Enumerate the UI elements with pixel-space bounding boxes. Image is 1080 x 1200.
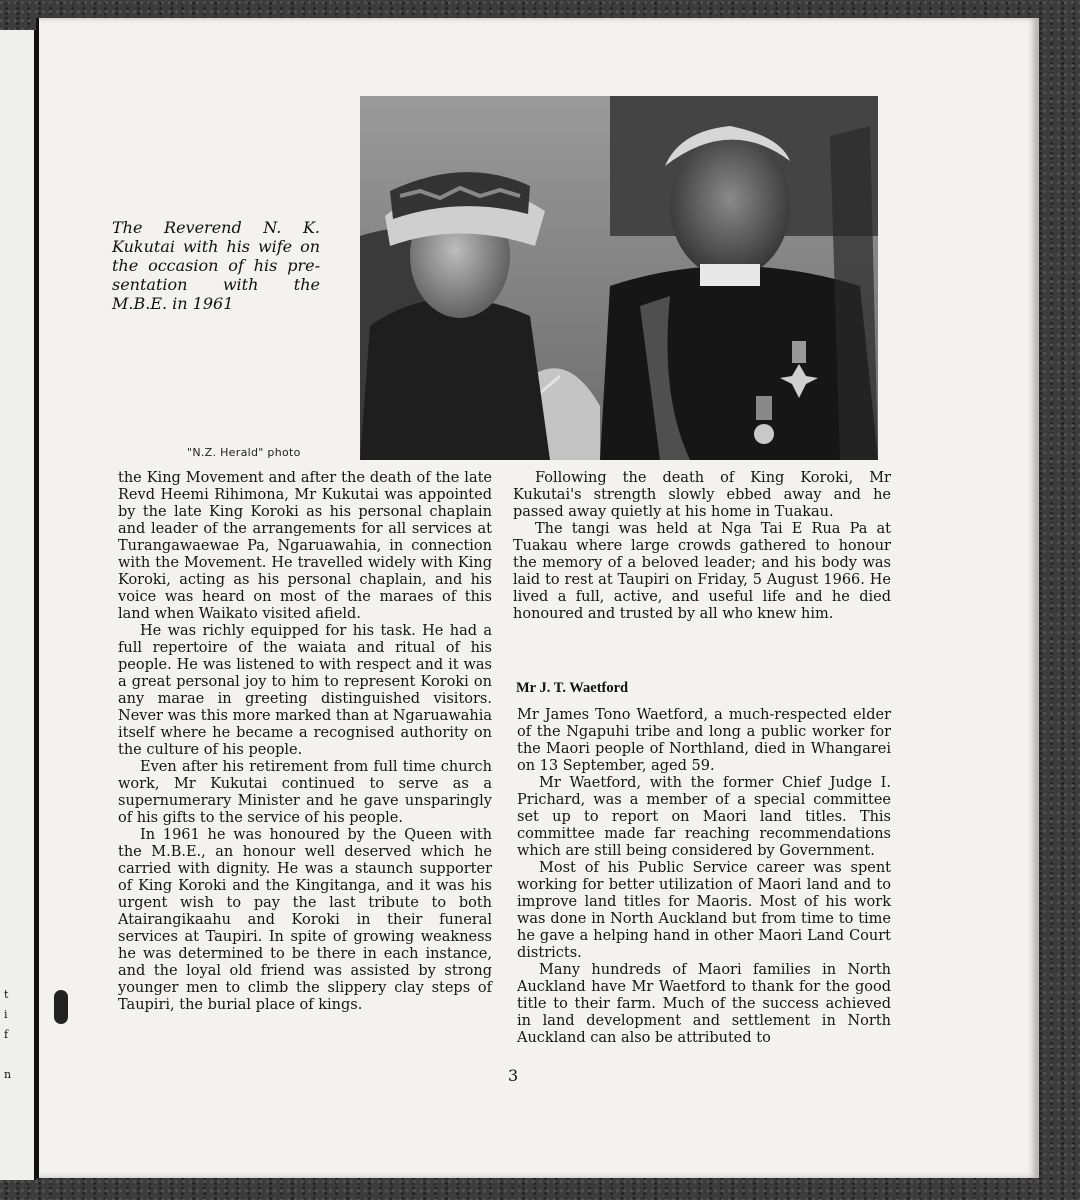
photo-image [360, 96, 878, 460]
paragraph: Following the death of King Koroki, Mr Kukutai's strength slowly ebbed away and he passed away quietly at his home in Tuakau. [513, 470, 891, 520]
margin-mark: n [4, 1068, 12, 1081]
paragraph: Mr Waetford, with the former Chief Judge I. Prichard, was a member of a special committee set up to report on Maori land titles. This committee made far reaching recommendations which are still being considered by Government. [517, 775, 891, 859]
caption-line: sentation with the [112, 275, 320, 294]
page-number: 3 [508, 1066, 519, 1085]
caption-line: the occasion of his pre- [112, 256, 320, 275]
photo-caption [112, 218, 320, 313]
left-column [118, 470, 492, 1014]
paragraph: Most of his Public Service career was spent working for better utilization of Maori land and to improve land titles for Maoris. Most of his work was done in North Auckland but from time to time he gave a helping hand in other Maori Land Court districts. [517, 860, 891, 961]
adjacent-page-edge [0, 30, 36, 1180]
right-column-top [513, 470, 891, 623]
margin-mark: i [4, 1008, 8, 1021]
caption-line: The Reverend N. K. [112, 218, 320, 237]
right-column-section [517, 707, 891, 1047]
caption-line: M.B.E. in 1961 [112, 294, 234, 313]
paragraph: Many hundreds of Maori families in North Auckland have Mr Waetford to thank for the good title to their farm. Much of the success achieved in land development and settlement in North Auckland can also be attributed to [517, 962, 891, 1046]
paragraph: The tangi was held at Nga Tai E Rua Pa at Tuakau where large crowds gathered to honour the memory of a beloved leader; and his body was laid to rest at Taupiri on Friday, 5 August 1966. He lived a full, active, and useful life and he died honoured and trusted by all who knew him. [513, 521, 891, 622]
binder-hole [54, 990, 68, 1024]
margin-marks [4, 985, 24, 1085]
caption-line: Kukutai with his wife on [112, 237, 320, 256]
paragraph: He was richly equipped for his task. He had a full repertoire of the waiata and ritual of his people. He was listened to with respect and it was a great personal joy to him to represent Koroki on any marae in greeting distinguished visitors. Never was this more marked than at Ngaruawahia itself where he became a recognised authority on the culture of his people. [118, 623, 492, 758]
paragraph: Mr James Tono Waetford, a much-respected elder of the Ngapuhi tribe and long a public worker for the Maori people of Northland, died in Whangarei on 13 September, aged 59. [517, 707, 891, 774]
paragraph: In 1961 he was honoured by the Queen with the M.B.E., an honour well deserved which he carried with dignity. He was a staunch supporter of King Koroki and the Kingitanga, and it was his urgent wish to pay the last tribute to both Atairangikaahu and Koroki in their funeral services at Taupiri. In spite of growing weakness he was determined to be there in each instance, and the loyal old friend was assisted by strong younger men to climb the slippery clay steps of Taupiri, the burial place of kings. [118, 827, 492, 1013]
paragraph: the King Movement and after the death of the late Revd Heemi Rihimona, Mr Kukutai was appointed by the late King Koroki as his personal chaplain and leader of the arrangements for all services at Turangawaewae Pa, Ngaruawahia, in connection with the Movement. He travelled widely with King Koroki, acting as his personal chaplain, and his voice was heard on most of the maraes of this land when Waikato visited afield. [118, 470, 492, 622]
paragraph: Even after his retirement from full time church work, Mr Kukutai continued to serve as a supernumerary Minister and he gave unsparingly of his gifts to the service of his people. [118, 759, 492, 826]
margin-mark: f [4, 1028, 9, 1041]
margin-mark: t [4, 988, 9, 1001]
portrait-photo [360, 96, 878, 460]
photo-credit: "N.Z. Herald" photo [187, 446, 301, 459]
section-heading: Mr J. T. Waetford [516, 680, 629, 696]
